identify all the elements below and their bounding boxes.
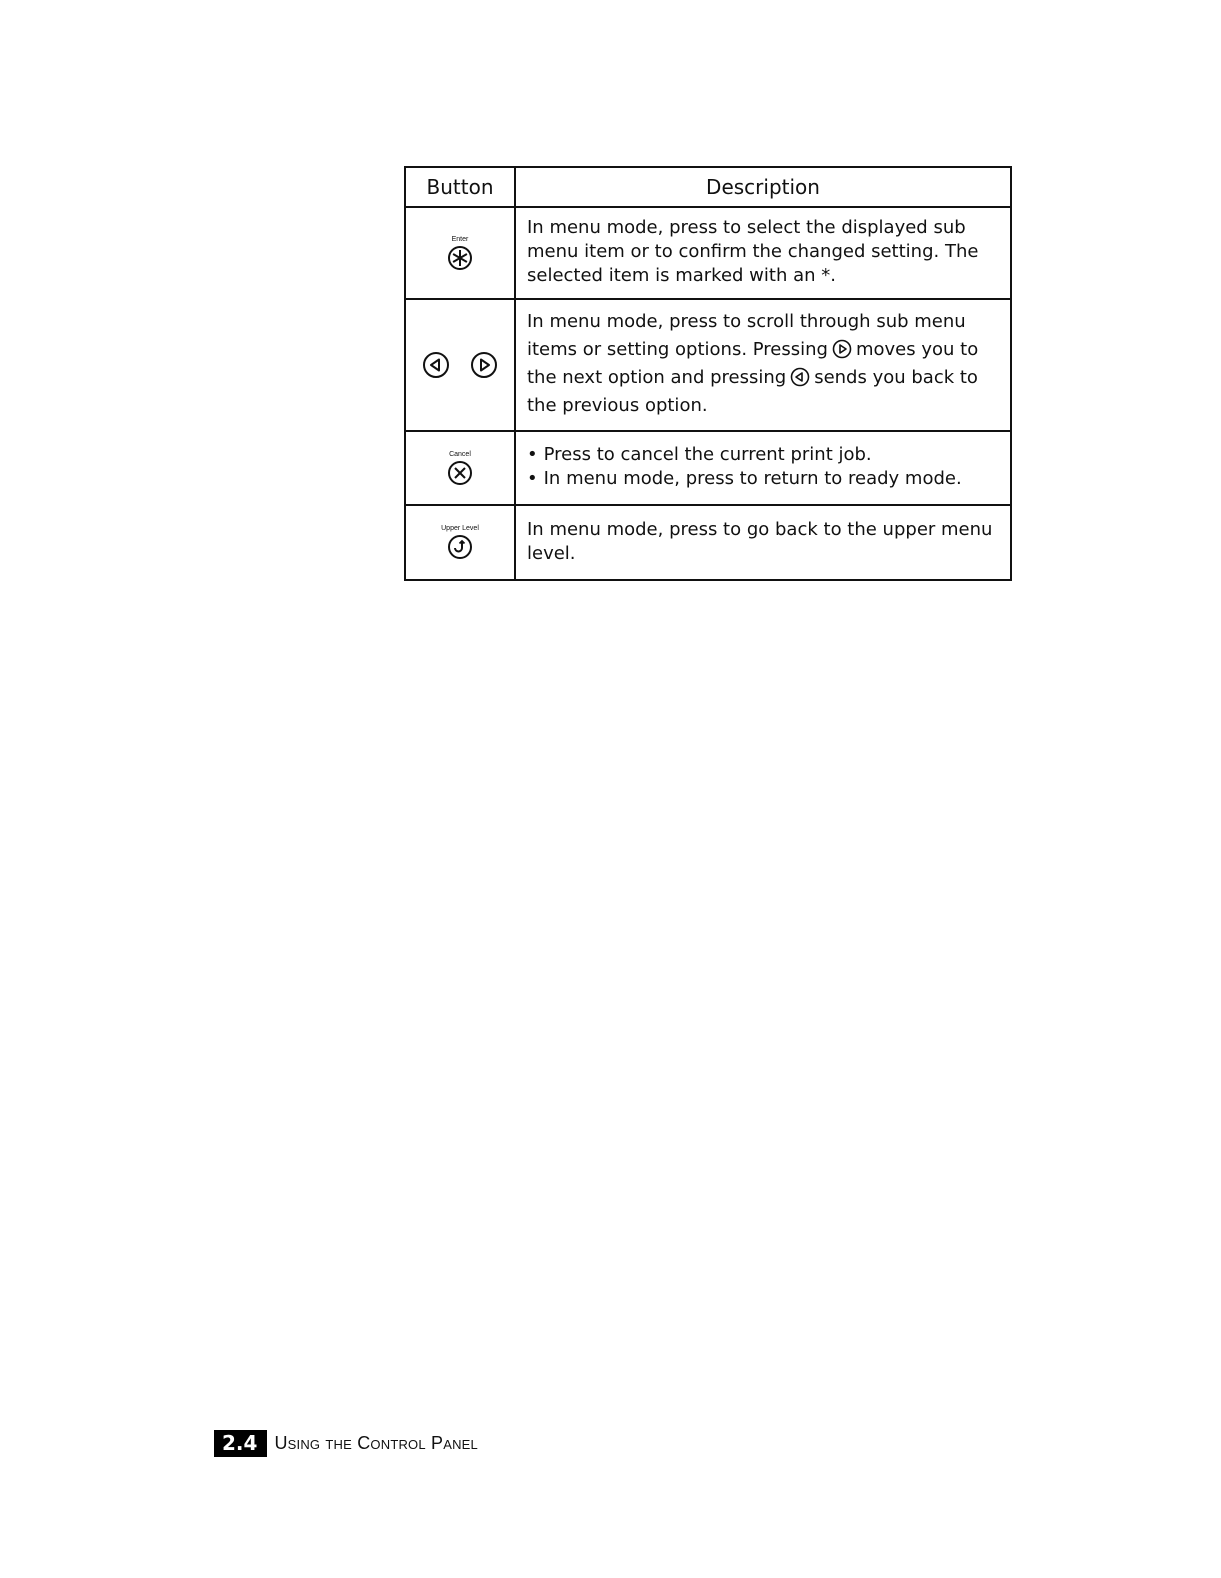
button-cell-enter [405, 207, 515, 299]
description-arrows-part1: In menu mode, press to scroll through sub menu items or setting options. Pressing [527, 311, 966, 360]
section-title: Using the Control Panel [274, 1433, 478, 1453]
description-arrows [515, 299, 1011, 431]
enter-asterisk-icon [447, 245, 473, 271]
button-cell-cancel [405, 431, 515, 505]
header-description: Description [515, 167, 1011, 207]
button-cell-upper-level [405, 505, 515, 580]
table-row [405, 505, 1011, 580]
page-footer [214, 1430, 478, 1457]
description-arrows-part3: sends you back to the previous option. [527, 367, 978, 416]
table-row [405, 207, 1011, 299]
table-row [405, 299, 1011, 431]
button-description-table [404, 166, 1012, 581]
description-enter: In menu mode, press to select the displayed sub menu item or to confirm the changed setting. The selected item is marked with an *. [515, 207, 1011, 299]
bullet-item: • In menu mode, press to return to ready mode. [527, 468, 962, 489]
enter-label: Enter [451, 235, 469, 243]
cancel-x-icon [447, 460, 473, 486]
upper-level-return-icon [447, 534, 473, 560]
bullet-text: Press to cancel the current print job. [543, 444, 872, 465]
button-cell-arrows [405, 299, 515, 431]
description-arrows-part2: moves you to the next option and pressing [527, 339, 979, 388]
description-cancel [515, 431, 1011, 505]
cancel-label: Cancel [449, 450, 471, 458]
table-header-row [405, 167, 1011, 207]
bullet-text: In menu mode, press to return to ready mode. [543, 468, 962, 489]
left-arrow-inline-icon [790, 367, 810, 387]
upper-level-label: Upper Level [441, 525, 479, 532]
header-button: Button [405, 167, 515, 207]
bullet-item: • Press to cancel the current print job. [527, 444, 872, 465]
right-arrow-icon [470, 351, 498, 379]
table-row [405, 431, 1011, 505]
section-number-badge: 2.4 [214, 1430, 267, 1457]
description-upper-level: In menu mode, press to go back to the upper menu level. [515, 505, 1011, 580]
left-arrow-icon [422, 351, 450, 379]
right-arrow-inline-icon [832, 339, 852, 359]
